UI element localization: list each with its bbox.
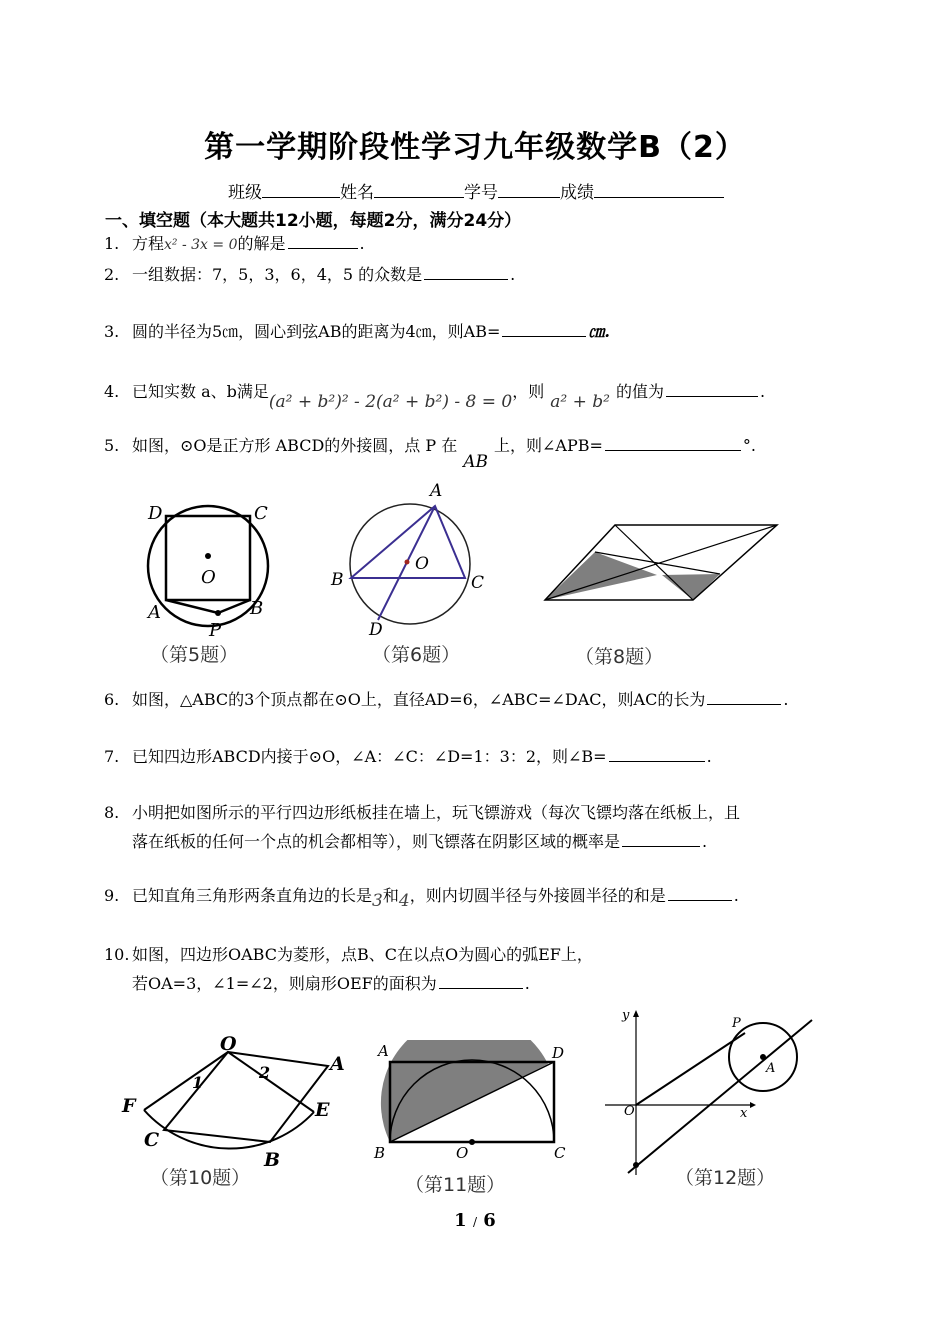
total-pages: 6: [483, 1210, 496, 1231]
question-number: 7.: [104, 747, 120, 766]
answer-blank[interactable]: [609, 745, 705, 762]
score-label: 成绩: [560, 183, 594, 203]
label-c: C: [144, 1129, 160, 1151]
question-text: 若OA=3，∠1=∠2，则扇形OEF的面积为: [132, 974, 437, 993]
figure-8-caption: （第8题）: [575, 646, 664, 668]
question-2: [104, 263, 515, 286]
radius-of: [144, 1052, 228, 1110]
id-label: 学号: [464, 183, 498, 203]
question-number: 5.: [104, 436, 120, 455]
page-number: [0, 1210, 950, 1231]
answer-blank[interactable]: [288, 232, 358, 249]
question-text: 一组数据：7，5，3，6，4，5 的众数是: [132, 265, 423, 284]
angle-1-label: 1: [192, 1073, 204, 1092]
question-8: [104, 802, 740, 824]
page-separator: /: [472, 1215, 478, 1229]
y-intercept-point: [633, 1162, 639, 1168]
question-number: 2.: [104, 265, 120, 284]
question-5: [104, 434, 757, 472]
angle-2-label: 2: [259, 1063, 271, 1082]
question-text: 圆的半径为5㎝，圆心到弦AB的距离为4㎝，则AB=: [132, 322, 501, 341]
figure-8: [540, 520, 785, 605]
label-y: y: [622, 1008, 630, 1023]
equation: (a² + b²)² - 2(a² + b²) - 8 = 0: [268, 392, 513, 412]
line-through-a: [628, 1020, 812, 1173]
label-o: O: [456, 1144, 469, 1162]
name-blank[interactable]: [374, 181, 464, 198]
class-blank[interactable]: [262, 181, 340, 198]
punctuation: .: [733, 886, 739, 905]
question-text: 已知直角三角形两条直角边的长是: [132, 886, 373, 905]
label-e: E: [315, 1099, 330, 1121]
arc-label: AB: [463, 452, 489, 472]
label-d: D: [148, 503, 163, 524]
label-p: P: [209, 620, 222, 641]
label-a: A: [766, 1061, 776, 1076]
section-heading: 一、填空题（本大题共12小题，每题2分，满分24分）: [105, 211, 522, 231]
punctuation: .: [706, 747, 712, 766]
question-text: 上，则∠APB=: [494, 436, 603, 455]
question-number: 6.: [104, 690, 120, 709]
question-text: 的解是: [237, 234, 286, 253]
figure-11: [372, 1040, 572, 1165]
punctuation: °.: [742, 436, 757, 455]
class-label: 班级: [228, 183, 262, 203]
question-7: [104, 745, 712, 768]
x-axis-arrow: [750, 1102, 756, 1108]
question-number: 10.: [104, 945, 130, 964]
label-o: O: [220, 1033, 237, 1055]
figure-11-caption: （第11题）: [405, 1174, 506, 1196]
label-b: B: [250, 598, 264, 619]
center-point: [405, 560, 410, 565]
question-3: [104, 320, 610, 343]
question-number: 9.: [104, 886, 120, 905]
label-b: B: [374, 1144, 386, 1162]
question-text: 如图，△ABC的3个顶点都在⊙O上，直径AD=6，∠ABC=∠DAC，则AC的长为: [132, 690, 706, 709]
figure-5-caption: （第5题）: [150, 644, 239, 666]
label-x: x: [740, 1106, 748, 1121]
chords-ap-bp: [166, 600, 250, 613]
shaded-region-left: [545, 552, 657, 600]
answer-blank[interactable]: [502, 320, 586, 337]
label-a: A: [330, 1053, 345, 1075]
answer-blank[interactable]: [666, 380, 758, 397]
question-4: [104, 380, 766, 412]
label-p: P: [732, 1016, 741, 1031]
question-10: [104, 944, 593, 966]
line-op: [636, 1033, 745, 1105]
question-text: 的值为: [615, 382, 664, 401]
name-label: 姓名: [340, 183, 374, 203]
label-c: C: [471, 573, 485, 593]
punctuation: .: [702, 832, 708, 851]
label-c: C: [554, 1144, 566, 1162]
answer-blank[interactable]: [439, 972, 523, 989]
question-number: 4.: [104, 382, 120, 401]
figure-12: [600, 1005, 820, 1180]
label-o: O: [624, 1104, 635, 1119]
label-c: C: [254, 503, 268, 524]
question-10-line-2: [132, 972, 530, 995]
radius-oe: [228, 1052, 314, 1112]
center-point: [469, 1139, 475, 1145]
unit: ㎝.: [588, 322, 610, 341]
punctuation: .: [759, 382, 766, 401]
score-blank[interactable]: [594, 181, 724, 198]
answer-blank[interactable]: [605, 434, 741, 451]
question-text: 和: [382, 886, 399, 905]
student-info-row: [228, 178, 724, 203]
point-p: [215, 610, 221, 616]
current-page: 1: [454, 1210, 467, 1231]
label-f: F: [122, 1095, 136, 1117]
answer-blank[interactable]: [668, 884, 732, 901]
question-number: 1.: [104, 234, 120, 253]
punctuation: .: [359, 234, 365, 253]
question-9: [104, 884, 739, 911]
question-text: ，则内切圆半径与外接圆半径的和是: [409, 886, 666, 905]
question-1: [104, 232, 365, 256]
question-6: [104, 688, 788, 711]
question-8-line-2: [132, 830, 707, 853]
answer-blank[interactable]: [707, 688, 781, 705]
label-d: D: [552, 1044, 565, 1062]
question-text: 落在纸板的任何一个点的机会都相等），则飞镖落在阴影区域的概率是: [132, 832, 621, 851]
leg-b: 4: [398, 891, 410, 911]
question-text: 小明把如图所示的平行四边形纸板挂在墙上，玩飞镖游戏（每次飞镖均落在纸板上，且: [132, 803, 741, 822]
page-title: 第一学期阶段性学习九年级数学B（2）: [204, 130, 746, 165]
equation: x² - 3x = 0: [164, 237, 238, 253]
figure-12-caption: （第12题）: [675, 1167, 776, 1189]
question-text: 如图，四边形OABC为菱形，点B、C在以点O为圆心的弧EF上，: [132, 945, 593, 964]
shaded-region: [381, 1040, 548, 1142]
figure-6: [325, 478, 495, 638]
label-a: A: [378, 1042, 389, 1060]
punctuation: .: [783, 690, 789, 709]
figure-10-caption: （第10题）: [150, 1167, 251, 1189]
question-number: 8.: [104, 803, 120, 822]
question-text: 方程: [132, 234, 165, 253]
answer-blank[interactable]: [424, 263, 508, 280]
question-number: 3.: [104, 322, 120, 341]
question-text: ，则: [512, 382, 545, 401]
label-a: A: [430, 481, 443, 501]
center-point: [205, 553, 211, 559]
punctuation: .: [524, 974, 530, 993]
label-a: A: [148, 602, 161, 623]
figure-6-caption: （第6题）: [372, 644, 461, 666]
question-text: 如图，⊙O是正方形 ABCD的外接圆，点 P 在: [132, 436, 458, 455]
question-text: 已知四边形ABCD内接于⊙O，∠A：∠C：∠D=1：3：2，则∠B=: [132, 747, 607, 766]
label-o: O: [415, 554, 429, 574]
label-b: B: [331, 570, 344, 590]
id-blank[interactable]: [498, 181, 560, 198]
y-axis-arrow: [633, 1010, 639, 1017]
expression: a² + b²: [550, 392, 610, 412]
label-o: O: [201, 567, 216, 588]
label-b: B: [264, 1149, 281, 1170]
answer-blank[interactable]: [622, 830, 700, 847]
leg-a: 3: [372, 891, 383, 911]
question-text: 已知实数 a、b满足: [132, 382, 269, 401]
figure-10: [118, 1030, 358, 1170]
arc-ef: [144, 1110, 314, 1149]
punctuation: .: [510, 265, 516, 284]
label-d: D: [369, 620, 383, 638]
